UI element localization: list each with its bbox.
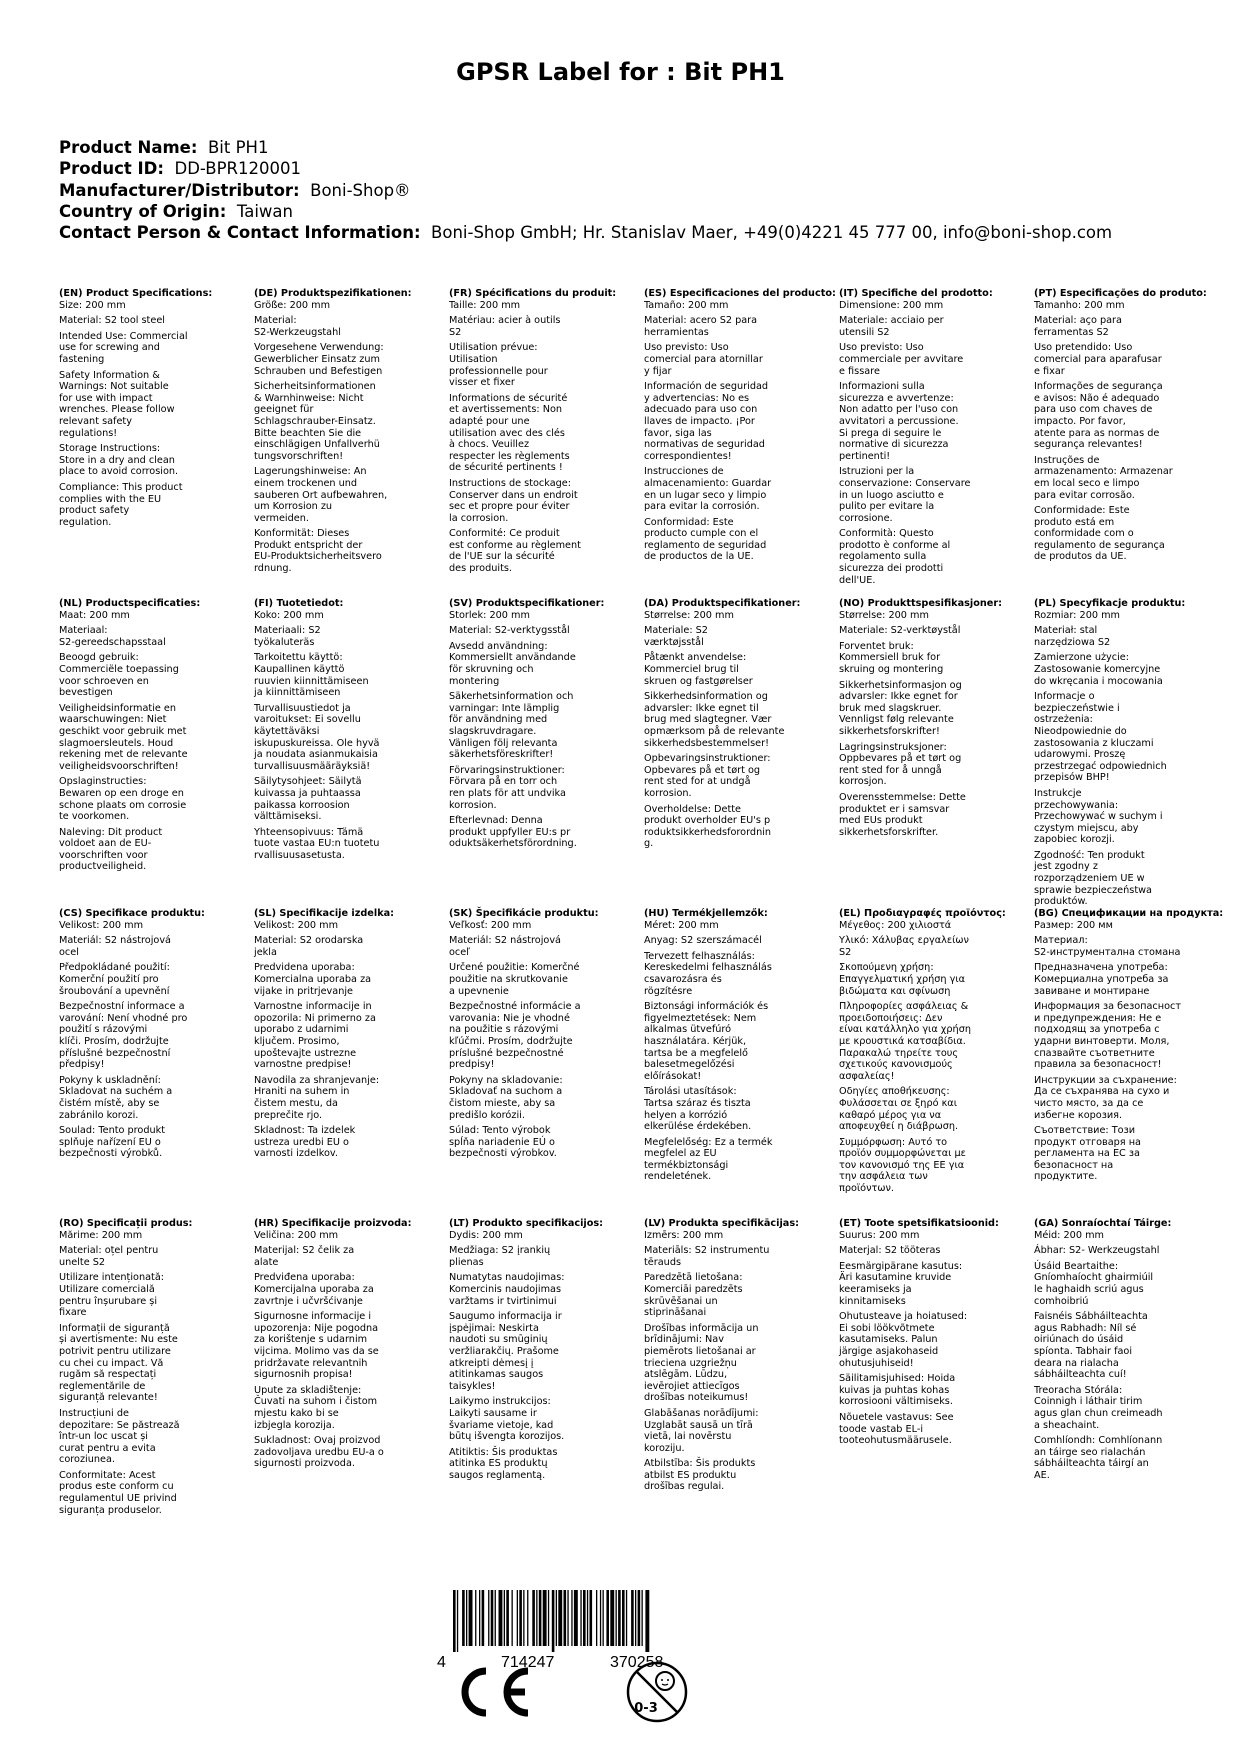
spec-section <box>254 598 442 865</box>
product-id-label: Product ID: <box>59 159 164 179</box>
barcode-bar <box>491 1590 494 1646</box>
spec-paragraph: Overensstemmelse: Dette produktet er i samsvar med EUs produkt sikkerhetsforskrifter. <box>839 791 966 838</box>
spec-paragraph: Lagerungshinweise: An einem trockenen und sauberen Ort aufbewahren, um Korrosion zu vermeiden. <box>254 466 388 524</box>
spec-paragraph: Uso previsto: Uso commerciale per avvitare e fissare <box>839 342 964 377</box>
spec-paragraph: Инструкции за съхранение: Да се съхранява на сухо и чисто място, за да се избегне корозия. <box>1034 1074 1177 1121</box>
spec-paragraph: Utilizare intenționată: Utilizare comercială pentru înșurubare și fixare <box>59 1272 165 1319</box>
barcode-bar <box>519 1590 522 1646</box>
spec-section <box>59 1218 247 1520</box>
spec-paragraph: Lagringsinstruksjoner: Oppbevares på et tørt og rent sted for å unngå korrosjon. <box>839 741 962 788</box>
product-name-row <box>59 137 1112 158</box>
spec-section-heading: (GA) Sonraíochtaí Táirge: <box>1034 1218 1172 1229</box>
spec-section-heading: (DA) Produktspecifikationer: <box>644 598 801 609</box>
spec-paragraph: Predvidena uporaba: Komercialna uporaba za vijake in pritrjevanje <box>254 962 372 997</box>
spec-paragraph: Opbevaringsinstruktioner: Opbevares på et tørt og rent sted for at undgå korrosion. <box>644 753 771 799</box>
manufacturer-label: Manufacturer/Distributor: <box>59 180 300 200</box>
barcode-bar <box>539 1590 542 1646</box>
spec-paragraph: Úsáid Beartaithe: Gníomhaíocht ghairmiúil le haghaidh scriú agus comhoibriú <box>1034 1260 1154 1307</box>
spec-paragraph: Určené použitie: Komerčné použitie na skrutkovanie a upevnenie <box>449 962 580 997</box>
spec-paragraph: Nõuetele vastavus: See toode vastab EL-i tooteohutusmäärusele. <box>839 1411 954 1447</box>
spec-section <box>254 908 442 1164</box>
barcode-bar <box>583 1590 586 1646</box>
spec-section-heading: (CS) Specifikace produktu: <box>59 908 205 919</box>
barcode-bar <box>596 1590 597 1646</box>
barcode-bar <box>638 1590 641 1646</box>
barcode-group1: 714247 <box>501 1654 555 1671</box>
spec-section-heading: (SV) Produktspecifikationer: <box>449 598 605 609</box>
spec-paragraph: Ábhar: S2- Werkzeugstahl <box>1034 1245 1160 1257</box>
spec-paragraph: Materiał: stal narzędziowa S2 <box>1034 625 1111 648</box>
spec-paragraph: Size: 200 mm <box>59 299 126 311</box>
spec-paragraph: Material: S2-Werkzeugstahl <box>254 315 341 338</box>
spec-paragraph: Bezpečnostní informace a varování: Není vhodné pro použití s rázovými klíči. Prosím, dodržujte příslušné bezpečnostní předpisy! <box>59 1001 188 1071</box>
spec-paragraph: Efterlevnad: Denna produkt uppfyller EU:s pr oduktsäkerhetsförordning. <box>449 815 577 850</box>
barcode-bar <box>552 1590 555 1652</box>
spec-paragraph: Conformité: Ce produit est conforme au règlement de l'UE sur la sécurité des produits. <box>449 528 581 575</box>
spec-paragraph: Pokyny na skladovanie: Skladovať na suchom a čistom mieste, aby sa predišlo korózii. <box>449 1074 563 1121</box>
spec-paragraph: Materiaal: S2-gereedschapsstaal <box>59 625 166 648</box>
spec-paragraph: Dydis: 200 mm <box>449 1229 523 1241</box>
spec-paragraph: Varnostne informacije in opozorila: Ni primerno za uporabo z udarnimi ključem. Prosimo, upoštevajte ustrezne varnostne predpise! <box>254 1001 376 1071</box>
spec-paragraph: Istruzioni per la conservazione: Conservare in un luogo asciutto e pulito per evitare la corrosione. <box>839 466 971 524</box>
spec-paragraph: Overholdelse: Dette produkt overholder EU's p roduktsikkerhedsforordnin g. <box>644 803 772 850</box>
spec-paragraph: Comhlíondh: Comhlíonann an táirge seo rialachán sábháilteachta táirgí an AE. <box>1034 1435 1163 1481</box>
spec-paragraph: Eesmärgipärane kasutus: Äri kasutamine kruvide keeramiseks ja kinnitamiseks <box>839 1260 963 1307</box>
spec-paragraph: Treoracha Stórála: Coinnigh i láthair tirim agus glan chun creimeadh a sheachaint. <box>1034 1384 1163 1431</box>
spec-section-heading: (ES) Especificaciones del producto: <box>644 288 836 299</box>
spec-paragraph: Informations de sécurité et avertissements: Non adapté pour une utilisation avec des clés à chocs. Veuillez respecter les règlements de sécurité pertinents ! <box>449 392 570 474</box>
spec-section-heading: (HR) Specifikacije proizvoda: <box>254 1218 412 1229</box>
spec-paragraph: Materiale: acciaio per utensili S2 <box>839 315 944 338</box>
spec-paragraph: Størrelse: 200 mm <box>839 609 929 621</box>
spec-paragraph: Ohutusteave ja hoiatused: Ei sobi löökvõtmete kasutamiseks. Palun järgige asjakohaseid ohutusjuhiseid! <box>839 1311 968 1369</box>
spec-section <box>644 908 832 1187</box>
spec-paragraph: Uso pretendido: Uso comercial para aparafusar e fixar <box>1034 342 1162 377</box>
spec-section-heading: (FR) Spécifications du produit: <box>449 288 617 299</box>
barcode-bar <box>488 1590 489 1646</box>
spec-paragraph: Предназначена употреба: Комерциална употреба за завиване и монтиране <box>1034 962 1169 997</box>
spec-paragraph: Информация за безопасност и предупреждения: Не е подходящ за употреба с ударни винтоверти. Моля, спазвайте съответните правила за безопасност! <box>1034 1001 1181 1071</box>
spec-section <box>254 1218 442 1474</box>
spec-paragraph: Uso previsto: Uso comercial para atornillar y fijar <box>644 342 763 377</box>
spec-paragraph: Atbilstība: Šis produkts atbilst ES produktu drošības regulai. <box>644 1458 756 1493</box>
product-name-label: Product Name: <box>59 138 198 157</box>
spec-paragraph: Glabāšanas norādījumi: Uzglabāt sausā un tīrā vietā, lai novērstu koroziju. <box>644 1407 759 1454</box>
spec-paragraph: Intended Use: Commercial use for screwing and fastening <box>59 330 188 365</box>
spec-paragraph: Storage Instructions: Store in a dry and clean place to avoid corrosion. <box>59 443 179 478</box>
spec-paragraph: Materiale: S2-verktøystål <box>839 625 961 637</box>
spec-paragraph: Säilitamisjuhised: Hoida kuivas ja puhtas kohas korrosiooni vältimiseks. <box>839 1373 956 1408</box>
spec-paragraph: Съответствие: Този продукт отговаря на регламента на ЕС за безопасност на продуктите. <box>1034 1125 1141 1183</box>
barcode-bar <box>558 1590 562 1646</box>
spec-paragraph: Förvaringsinstruktioner: Förvara på en torr och ren plats för att undvika korrosion. <box>449 764 566 811</box>
spec-paragraph: Méret: 200 mm <box>644 919 719 931</box>
barcode-bar <box>512 1590 513 1646</box>
spec-paragraph: Konformität: Dieses Produkt entspricht der EU-Produktsicherheitsvero rdnung. <box>254 528 382 575</box>
spec-paragraph: Instrucțiuni de depozitare: Se păstrează într-un loc uscat și curat pentru a evita coroziunea. <box>59 1407 180 1466</box>
barcode-bar <box>457 1590 458 1652</box>
spec-paragraph: Tarkoitettu käyttö: Kaupallinen käyttö ruuvien kiinnittämiseen ja kiinnittämiseen <box>254 652 369 699</box>
spec-section <box>449 598 637 854</box>
barcode-bar <box>590 1590 593 1646</box>
spec-paragraph: Instructions de stockage: Conserver dans un endroit sec et propre pour éviter la corrosion. <box>449 477 578 524</box>
ce-mark-icon <box>450 1665 532 1719</box>
spec-paragraph: Conformidade: Este produto está em conformidade com o regulamento de segurança de produtos da UE. <box>1034 505 1165 563</box>
manufacturer-row <box>59 180 1112 201</box>
spec-paragraph: Tárolási utasítások: Tartsa száraz és tiszta helyen a korrózió elkerülése érdekében. <box>644 1086 752 1133</box>
barcode-bar <box>587 1590 588 1646</box>
spec-paragraph: Forventet bruk: Kommersiell bruk for skruing og montering <box>839 640 944 675</box>
barcode-bar <box>626 1590 627 1646</box>
spec-paragraph: Megfelelőség: Ez a termék megfelel az EU termékbiztonsági rendeletének. <box>644 1136 773 1183</box>
spec-paragraph: Laikymo instrukcijos: Laikyti sausame ir švariame vietoje, kad būtų išvengta korozijos. <box>449 1396 565 1443</box>
spec-paragraph: Rozmiar: 200 mm <box>1034 609 1120 621</box>
spec-section <box>59 908 247 1164</box>
barcode-bar <box>610 1590 614 1646</box>
spec-paragraph: Drošības informācija un brīdinājumi: Nav piemērots lietošanai ar trieciena uzgriežņu atslēgām. Lūdzu, ievērojiet attiecīgos drošības noteikumus! <box>644 1322 759 1404</box>
spec-section-heading: (LT) Produkto specifikacijos: <box>449 1218 604 1229</box>
spec-paragraph: Materiale: S2 værktøjsstål <box>644 625 708 648</box>
spec-paragraph: Materijal: S2 čelik za alate <box>254 1245 355 1268</box>
spec-paragraph: Συμμόρφωση: Αυτό το προϊόν συμμορφώνεται με τον κανονισμό της ΕΕ για την ασφάλεια των προϊόντων. <box>839 1136 966 1195</box>
product-id: DD-BPR120001 <box>174 159 301 179</box>
spec-section-heading: (NL) Productspecificaties: <box>59 598 201 609</box>
spec-paragraph: Påtænkt anvendelse: Kommerciel brug til skruen og fastgørelser <box>644 652 753 687</box>
spec-paragraph: Veľkosť: 200 mm <box>449 919 532 931</box>
barcode-bar <box>506 1590 509 1646</box>
spec-paragraph: Instrukcje przechowywania: Przechowywać w suchym i czystym miejscu, aby zapobiec korozji. <box>1034 787 1163 846</box>
contact-label: Contact Person & Contact Information: <box>59 223 421 243</box>
spec-paragraph: Sukladnost: Ovaj proizvod zadovoljava uredbu EU-a o sigurnosti proizvoda. <box>254 1435 384 1470</box>
spec-paragraph: Koko: 200 mm <box>254 609 324 621</box>
spec-section-heading: (BG) Спецификации на продукта: <box>1034 908 1224 919</box>
spec-paragraph: Información de seguridad y advertencias: No es adecuado para uso con llaves de impacto. ¡Por favor, siga las normativas de seguridad correspondientes! <box>644 381 769 462</box>
spec-section <box>59 288 247 532</box>
spec-paragraph: Taille: 200 mm <box>449 299 521 311</box>
barcode-bar <box>536 1590 537 1646</box>
spec-paragraph: Materiál: S2 nástrojová oceľ <box>449 935 561 958</box>
spec-paragraph: Υλικό: Χάλυβας εργαλείων S2 <box>839 935 969 958</box>
spec-paragraph: Turvallisuustiedot ja varoitukset: Ei sovellu käytettäväksi iskupuskureissa. Ole hyvä ja noudata asianmukaisia turvallisuusmääräyksiä! <box>254 702 380 772</box>
spec-section <box>1034 1218 1222 1485</box>
spec-section-heading: (ET) Toote spetsifikatsioonid: <box>839 1218 999 1229</box>
spec-paragraph: Material: S2-verktygsstål <box>449 625 570 637</box>
spec-paragraph: Naleving: Dit product voldoet aan de EU- voorschriften voor productveiligheid. <box>59 826 163 873</box>
barcode-bar <box>523 1590 524 1646</box>
spec-paragraph: Paredzētā lietošana: Komerciāi paredzēts skrūvēšanai un stiprināšanai <box>644 1272 743 1319</box>
spec-paragraph: Předpokládané použití: Komerční použití pro šroubování a upevnění <box>59 962 170 997</box>
spec-paragraph: Informazioni sulla sicurezza e avvertenze: Non adatto per l'uso con avvitatori a percussione. Si prega di seguire le normative di sicurezza pertinenti! <box>839 381 959 462</box>
spec-section-heading: (DE) Produktspezifikationen: <box>254 288 412 299</box>
barcode-bar <box>603 1590 604 1646</box>
origin-label: Country of Origin: <box>59 201 227 221</box>
spec-paragraph: Zamierzone użycie: Zastosowanie komercyjne do wkręcania i mocowania <box>1034 652 1163 687</box>
barcode-bar <box>532 1590 535 1646</box>
spec-paragraph: Avsedd användning: Kommersiellt användande för skruvning och montering <box>449 640 576 687</box>
barcode-bar <box>517 1590 518 1646</box>
barcode-group2: 370258 <box>610 1654 664 1671</box>
spec-paragraph: Velikost: 200 mm <box>254 919 339 931</box>
spec-paragraph: Safety Information & Warnings: Not suitable for use with impact wrenches. Please follow relevant safety regulations! <box>59 369 175 439</box>
barcode-bar <box>631 1590 634 1646</box>
spec-section-heading: (IT) Specifiche del prodotto: <box>839 288 993 299</box>
spec-paragraph: Tervezett felhasználás: Kereskedelmi felhasználás csavarozásra és rögzítésre <box>644 950 772 997</box>
spec-section <box>1034 598 1222 912</box>
spec-paragraph: Instrucciones de almacenamiento: Guardar en un lugar seco y limpio para evitar la corrosión. <box>644 466 772 513</box>
barcode-bar <box>479 1590 480 1646</box>
barcode-bar <box>564 1590 567 1646</box>
age-warning-icon <box>625 1660 689 1724</box>
spec-section <box>644 1218 832 1497</box>
barcode-bars <box>437 1590 737 1652</box>
spec-paragraph: Οδηγίες αποθήκευσης: Φυλάσσεται σε ξηρό και καθαρό μέρος για να αποφευχθεί η διάβρωση. <box>839 1086 959 1133</box>
barcode-bar <box>499 1590 503 1646</box>
spec-paragraph: Súlad: Tento výrobok spĺňa nariadenie EÚ o bezpečnosti výrobkov. <box>449 1125 557 1160</box>
spec-section-heading: (PL) Specyfikacje produktu: <box>1034 598 1186 609</box>
spec-section <box>839 1218 1027 1451</box>
spec-paragraph: Atitiktis: Šis produktas atitinka ES produktų saugos reglamentą. <box>449 1446 558 1481</box>
spec-paragraph: Izmērs: 200 mm <box>644 1229 724 1241</box>
barcode-bar <box>574 1590 578 1646</box>
spec-paragraph: Materjal: S2 tööteras <box>839 1245 941 1257</box>
barcode <box>437 1590 737 1671</box>
spec-paragraph: Anyag: S2 szerszámacél <box>644 935 762 947</box>
origin-row <box>59 201 1112 222</box>
spec-paragraph: Sigurnosne informacije i upozorenja: Nije pogodna za korištenje s udarnim vijcima. Molimo vas da se pridržavate relevantnih sigurnosnih propisa! <box>254 1311 379 1381</box>
spec-paragraph: Πληροφορίες ασφάλειας & προειδοποιήσεις: Δεν είναι κατάλληλο για χρήση με κρουστικά κατσαβίδια. Παρακαλώ τηρείτε τους σχετικούς κανονισμούς ασφαλείας! <box>839 1001 971 1082</box>
spec-paragraph: Materiāls: S2 instrumentu tērauds <box>644 1245 770 1268</box>
spec-paragraph: Biztonsági információk és figyelmeztetések: Nem alkalmas ütvefúró használatára. Kérjük, tartsa be a megfelelő balesetmegelőzési előírásokat! <box>644 1001 769 1082</box>
spec-paragraph: Informații de siguranță și avertismente: Nu este potrivit pentru utilizare cu chei cu impact. Vă rugăm să respectați reglementările de siguranță relevante! <box>59 1322 178 1404</box>
spec-paragraph: Sikkerhedsinformation og advarsler: Ikke egnet til brug med slagtegner. Vær opmærksom på de relevante sikkerhedsbestemmelser! <box>644 691 785 749</box>
spec-section-heading: (PT) Especificações do produto: <box>1034 288 1207 299</box>
spec-paragraph: Material: aço para ferramentas S2 <box>1034 315 1122 338</box>
barcode-bar <box>466 1590 467 1646</box>
barcode-bar <box>495 1590 496 1646</box>
spec-paragraph: Zgodność: Ten produkt jest zgodny z rozporządzeniem UE w sprawie bezpieczeństwa produktów. <box>1034 849 1152 908</box>
spec-section-heading: (LV) Produkta specifikācijas: <box>644 1218 799 1229</box>
spec-paragraph: Dimensione: 200 mm <box>839 299 944 311</box>
spec-paragraph: Maat: 200 mm <box>59 609 130 621</box>
spec-paragraph: Säkerhetsinformation och varningar: Inte lämplig för användning med slagskruvdragare. Vänligen följ relevanta säkerhetsföreskrifter! <box>449 691 574 761</box>
spec-paragraph: Velikost: 200 mm <box>59 919 144 931</box>
spec-paragraph: Méid: 200 mm <box>1034 1229 1104 1241</box>
spec-section-heading: (RO) Specificații produs: <box>59 1218 193 1229</box>
spec-paragraph: Suurus: 200 mm <box>839 1229 920 1241</box>
barcode-bar <box>616 1590 617 1646</box>
spec-paragraph: Размер: 200 мм <box>1034 919 1113 931</box>
spec-section-heading: (NO) Produkttspesifikasjoner: <box>839 598 1003 609</box>
spec-paragraph: Informações de segurança e avisos: Não é adequado para uso com chaves de impacto. Por favor, atente para as normas de segurança relevantes! <box>1034 381 1163 451</box>
contact-row <box>59 222 1112 243</box>
spec-section <box>1034 288 1222 567</box>
spec-paragraph: Μέγεθος: 200 χιλιοστά <box>839 919 952 931</box>
spec-section-heading: (EL) Προδιαγραφές προϊόντος: <box>839 908 1006 919</box>
barcode-bar <box>571 1590 572 1646</box>
spec-paragraph: Opslaginstructies: Bewaren op een droge en schone plaats om corrosie te voorkomen. <box>59 776 187 823</box>
spec-paragraph: Tamaño: 200 mm <box>644 299 729 311</box>
spec-section-heading: (EN) Product Specifications: <box>59 288 213 299</box>
spec-paragraph: Bezpečnostné informácie a varovania: Nie je vhodné na použitie s rázovými kľúčmi. Prosím, dodržujte príslušné bezpečnostné predpisy! <box>449 1001 581 1071</box>
spec-paragraph: Veličina: 200 mm <box>254 1229 339 1241</box>
barcode-bar <box>543 1590 547 1646</box>
spec-section <box>839 908 1027 1199</box>
spec-section <box>644 288 836 567</box>
spec-section <box>644 598 832 854</box>
spec-section <box>254 288 442 579</box>
page-title: GPSR Label for : Bit PH1 <box>456 58 785 86</box>
barcode-bar <box>635 1590 636 1646</box>
spec-section <box>449 908 637 1164</box>
barcode-bar <box>567 1590 568 1646</box>
spec-paragraph: Vorgesehene Verwendung: Gewerblicher Einsatz zum Schrauben und Befestigen <box>254 342 384 377</box>
manufacturer: Boni-Shop® <box>310 180 411 200</box>
spec-section-heading: (FI) Tuotetiedot: <box>254 598 344 609</box>
spec-paragraph: Sikkerhetsinformasjon og advarsler: Ikke egnet for bruk med slagskruer. Vennligst følg relevante sikkerhetsforskrifter! <box>839 679 962 737</box>
spec-paragraph: Yhteensopivuus: Tämä tuote vastaa EU:n tuotetu rvallisuusasetusta. <box>254 826 380 861</box>
age-range-text: 0-3 <box>634 1701 658 1716</box>
spec-paragraph: Sicherheitsinformationen & Warnhinweise: Nicht geeignet für Schlagschrauber-Einsatz. Bitte beachten Sie die einschlägigen Unfallverhü tungsvorschriften! <box>254 381 380 462</box>
spec-paragraph: Utilisation prévue: Utilisation professionnelle pour visser et fixer <box>449 342 548 389</box>
spec-paragraph: Compliance: This product complies with the EU product safety regulation. <box>59 481 183 528</box>
spec-paragraph: Materiál: S2 nástrojová ocel <box>59 935 171 958</box>
spec-paragraph: Upute za skladištenje: Čuvati na suhom i čistom mjestu kako bi se izbjegla korozija. <box>254 1384 378 1431</box>
spec-section <box>449 1218 637 1485</box>
spec-section <box>1034 908 1222 1187</box>
barcode-bar <box>618 1590 621 1646</box>
barcode-bar <box>462 1590 465 1646</box>
spec-paragraph: Informacje o bezpieczeństwie i ostrzeżenia: Nieodpowiednie do zastosowania z kluczami udarowymi. Proszę przestrzegać odpowiednich przepisów BHP! <box>1034 691 1167 784</box>
spec-paragraph: Σκοπούμενη χρήση: Επαγγελματική χρήση για βιδώματα και σφίνωση <box>839 962 966 997</box>
barcode-bar <box>606 1590 609 1646</box>
spec-section-heading: (SL) Specifikacije izdelka: <box>254 908 395 919</box>
product-id-row <box>59 158 1112 179</box>
spec-paragraph: Pokyny k uskladnění: Skladovat na suchém a čistém místě, aby se zabránilo korozi. <box>59 1074 173 1121</box>
spec-section <box>449 288 637 579</box>
barcode-bar <box>475 1590 476 1646</box>
barcode-bar <box>469 1590 473 1646</box>
barcode-bar <box>482 1590 485 1646</box>
barcode-lead-digit: 4 <box>437 1654 446 1671</box>
spec-paragraph: Conformità: Questo prodotto è conforme al regolamento sulla sicurezza dei prodotti dell'UE. <box>839 528 951 586</box>
barcode-bar <box>504 1590 505 1646</box>
spec-paragraph: Tamanho: 200 mm <box>1034 299 1125 311</box>
barcode-bar <box>580 1590 581 1646</box>
spec-paragraph: Saugumo informacija ir įspėjimai: Neskirta naudoti su smūginių veržliarakčių. Prašome atkreipti dėmesį į atitinkamas saugos taisykles! <box>449 1311 562 1392</box>
spec-section <box>839 598 1027 842</box>
spec-paragraph: Predviđena uporaba: Komercijalna uporaba za zavrtnje i učvršćivanje <box>254 1272 374 1307</box>
barcode-bar <box>548 1590 549 1646</box>
product-name: Bit PH1 <box>207 138 269 157</box>
barcode-bar <box>645 1590 649 1652</box>
barcode-bar <box>642 1590 643 1646</box>
spec-paragraph: Numatytas naudojimas: Komercinis naudojimas varžtams ir tvirtinimui <box>449 1272 565 1307</box>
spec-paragraph: Mărime: 200 mm <box>59 1229 143 1241</box>
barcode-bar <box>556 1590 557 1646</box>
spec-paragraph: Conformidad: Este producto cumple con el reglamento de seguridad de productos de la UE. <box>644 516 767 563</box>
spec-paragraph: Storlek: 200 mm <box>449 609 530 621</box>
barcode-bar <box>622 1590 625 1646</box>
spec-paragraph: Soulad: Tento produkt splňuje nařízení EU o bezpečnosti výrobků. <box>59 1125 166 1160</box>
spec-paragraph: Материал: S2-инструментална стомана <box>1034 935 1181 958</box>
spec-paragraph: Skladnost: Ta izdelek ustreza uredbi EU o varnosti izdelkov. <box>254 1125 356 1160</box>
spec-paragraph: Materiaali: S2 työkaluteräs <box>254 625 321 648</box>
spec-paragraph: Veiligheidsinformatie en waarschuwingen: Niet geschikt voor gebruik met slagmoersleutels. Houd rekening met de relevante veiligheidsvoorschriften! <box>59 702 188 772</box>
spec-paragraph: Beoogd gebruik: Commerciële toepassing voor schroeven en bevestigen <box>59 652 179 699</box>
spec-section <box>839 288 1027 590</box>
spec-section-heading: (SK) Špecifikácie produktu: <box>449 908 599 919</box>
barcode-bar <box>527 1590 528 1646</box>
spec-paragraph: Material: S2 tool steel <box>59 315 165 327</box>
barcode-bar <box>600 1590 601 1646</box>
spec-paragraph: Størrelse: 200 mm <box>644 609 734 621</box>
spec-section <box>59 598 247 877</box>
spec-paragraph: Größe: 200 mm <box>254 299 331 311</box>
spec-paragraph: Säilytysohjeet: Säilytä kuivassa ja puhtaassa paikassa korroosion välttämiseksi. <box>254 776 362 823</box>
spec-paragraph: Medžiaga: S2 įrankių plienas <box>449 1245 551 1268</box>
barcode-bar <box>453 1590 456 1652</box>
product-info <box>59 137 1112 243</box>
origin: Taiwan <box>236 201 293 221</box>
spec-paragraph: Instruções de armazenamento: Armazenar em local seco e limpo para evitar corrosão. <box>1034 454 1173 501</box>
spec-paragraph: Conformitate: Acest produs este conform cu regulamentul UE privind siguranța produselor. <box>59 1469 177 1516</box>
spec-paragraph: Material: acero S2 para herramientas <box>644 315 758 338</box>
spec-paragraph: Faisnéis Sábháilteachta agus Rabhadh: Níl sé oiriúnach do úsáid spíonta. Tabhair faoi deara na rialacha sábháilteachta cuí! <box>1034 1311 1148 1381</box>
spec-paragraph: Matériau: acier à outils S2 <box>449 315 561 338</box>
spec-paragraph: Material: S2 orodarska jekla <box>254 935 364 958</box>
spec-paragraph: Material: oțel pentru unelte S2 <box>59 1245 159 1268</box>
spec-section-heading: (HU) Termékjellemzők: <box>644 908 768 919</box>
contact: Boni-Shop GmbH; Hr. Stanislav Maer, +49(0)4221 45 777 00, info@boni-shop.com <box>431 223 1113 243</box>
spec-paragraph: Navodila za shranjevanje: Hraniti na suhem in čistem mestu, da preprečite rjo. <box>254 1074 380 1121</box>
